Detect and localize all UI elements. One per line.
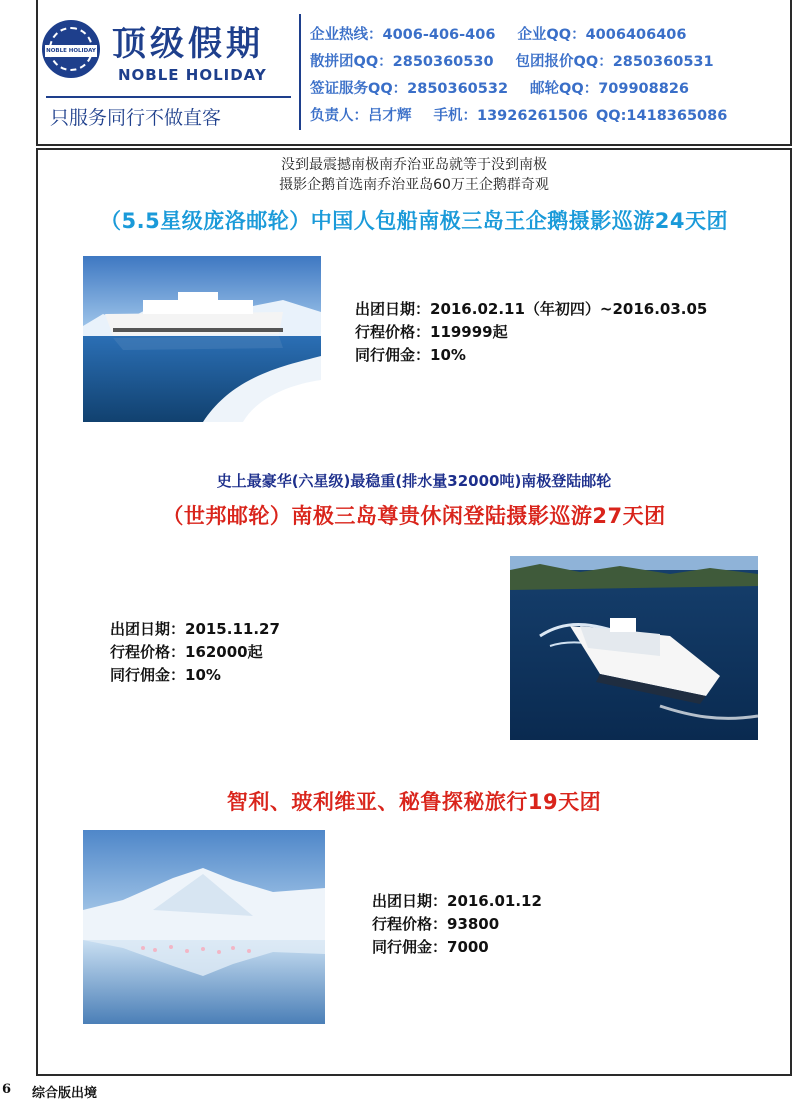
tour2-date: 出团日期：2015.11.27 [110,620,280,638]
slogan: 只服务同行不做直客 [50,107,222,129]
header-divider [299,14,301,130]
hotline: 企业热线：4006-406-406 [310,27,496,43]
brand-rule [46,96,291,98]
cruise-qq: 邮轮QQ：709908826 [530,81,690,97]
tour1-date: 出团日期：2016.02.11（年初四）~2016.03.05 [355,300,708,318]
page-number: 6 [2,1082,12,1097]
tour1-commission: 同行佣金：10% [355,346,466,364]
brand-name-en: NOBLE HOLIDAY [118,66,267,84]
intro-line-1: 没到最震撼南极南乔治亚岛就等于没到南极 [281,157,547,173]
brand-name-cn: 顶级假期 [112,24,264,64]
contact-row [310,49,780,76]
tour3-info [372,890,542,959]
seal-text: NOBLE HOLIDAY [45,45,97,57]
tour3-title: 智利、玻利维亚、秘鲁探秘旅行19天团 [226,790,602,814]
tour1-title: （5.5星级庞洛邮轮）中国人包船南极三岛王企鹅摄影巡游24天团 [100,209,728,233]
tour2-title: （世邦邮轮）南极三岛尊贵休闲登陆摄影巡游27天团 [162,504,666,528]
manager: 负责人：吕才辉 [310,108,412,124]
contact-block [310,22,780,130]
tour3-price: 行程价格：93800 [372,915,500,933]
tour2-info [110,618,280,687]
contact-row [310,103,780,130]
tour3-date: 出团日期：2016.01.12 [372,892,542,910]
tour1-info [355,298,707,367]
tour3-commission: 同行佣金：7000 [372,938,489,956]
tour1-price: 行程价格：119999起 [355,323,508,341]
section-label: 综合版出境 [32,1086,98,1101]
logo-seal-icon [42,20,100,78]
contact-row [310,22,780,49]
visa-qq: 签证服务QQ：2850360532 [310,81,509,97]
tour2-commission: 同行佣金：10% [110,666,221,684]
tour2-subtitle: 史上最豪华(六星级)最稳重(排水量32000吨)南极登陆邮轮 [216,472,612,490]
contact-row [310,76,780,103]
manager-qq: QQ:1418365086 [595,108,728,124]
intro-line-2: 摄影企鹅首选南乔治亚岛60万王企鹅群奇观 [279,177,549,193]
mobile: 手机：13926261506 [433,108,588,124]
mountain-lake-flamingo-photo [83,830,325,1024]
tour2-price: 行程价格：162000起 [110,643,263,661]
company-qq: 企业QQ：4006406406 [517,27,687,43]
charter-qq: 包团报价QQ：2850360531 [515,54,714,70]
group-qq: 散拼团QQ：2850360530 [310,54,494,70]
cruise-ship-sea-photo [510,556,758,740]
cruise-ship-antarctic-photo [83,256,321,422]
